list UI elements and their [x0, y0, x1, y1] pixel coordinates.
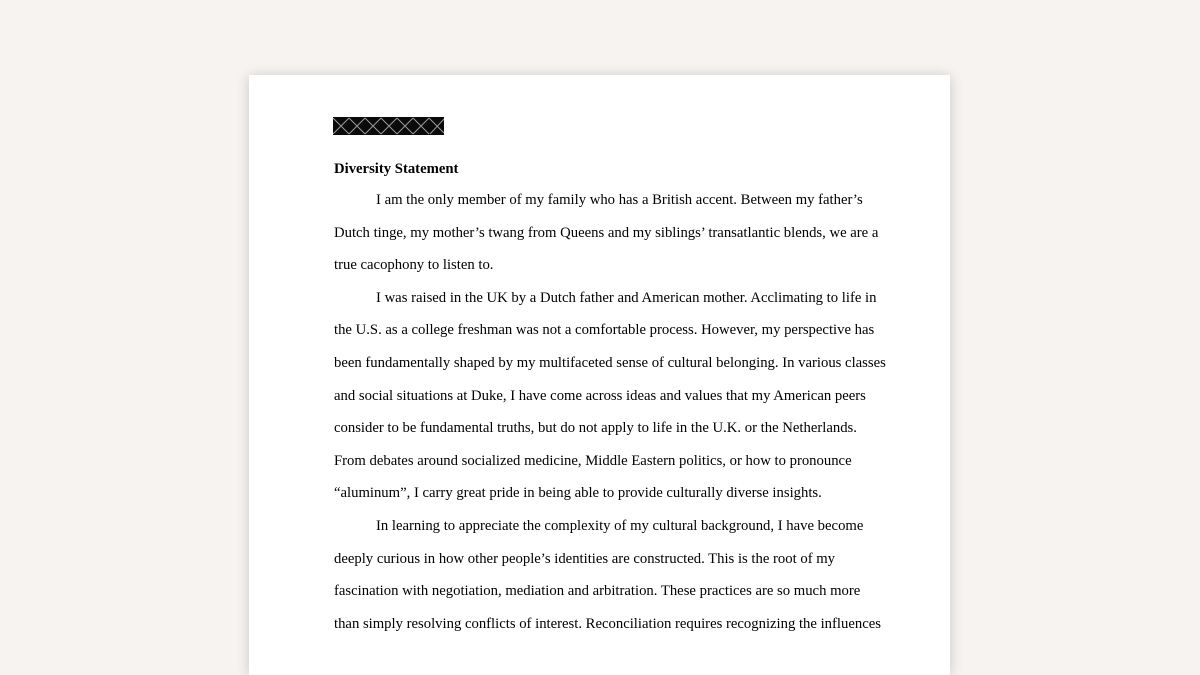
body-line: the U.S. as a college freshman was not a comfortable process. However, my perspective has: [334, 322, 875, 339]
body-line: From debates around socialized medicine, Middle Eastern politics, or how to pronounce: [334, 452, 852, 469]
body-line: “aluminum”, I carry great pride in being able to provide culturally diverse insights.: [334, 485, 822, 502]
body-line: true cacophony to listen to.: [334, 257, 494, 274]
body-line: deeply curious in how other people’s identities are constructed. This is the root of my: [334, 550, 836, 567]
redacted-name-block: [333, 117, 444, 135]
body-line: I am the only member of my family who has a British accent. Between my father’s: [376, 192, 863, 208]
body-line: than simply resolving conflicts of interest. Reconciliation requires recognizing the influences: [334, 615, 881, 632]
body-line: fascination with negotiation, mediation and arbitration. These practices are so much more: [334, 583, 861, 600]
body-line: consider to be fundamental truths, but do not apply to life in the U.K. or the Netherlands.: [334, 420, 857, 437]
body-line: In learning to appreciate the complexity of my cultural background, I have become: [376, 517, 864, 534]
document-page: [249, 75, 950, 675]
body-line: been fundamentally shaped by my multifaceted sense of cultural belonging. In various classes: [334, 354, 886, 371]
document-body: [334, 184, 886, 640]
body-line: and social situations at Duke, I have come across ideas and values that my American peers: [334, 387, 866, 404]
body-line: Dutch tinge, my mother’s twang from Queens and my siblings’ transatlantic blends, we are a: [334, 224, 879, 241]
body-line: I was raised in the UK by a Dutch father and American mother. Acclimating to life in: [376, 289, 877, 306]
document-title: Diversity Statement: [334, 161, 459, 177]
